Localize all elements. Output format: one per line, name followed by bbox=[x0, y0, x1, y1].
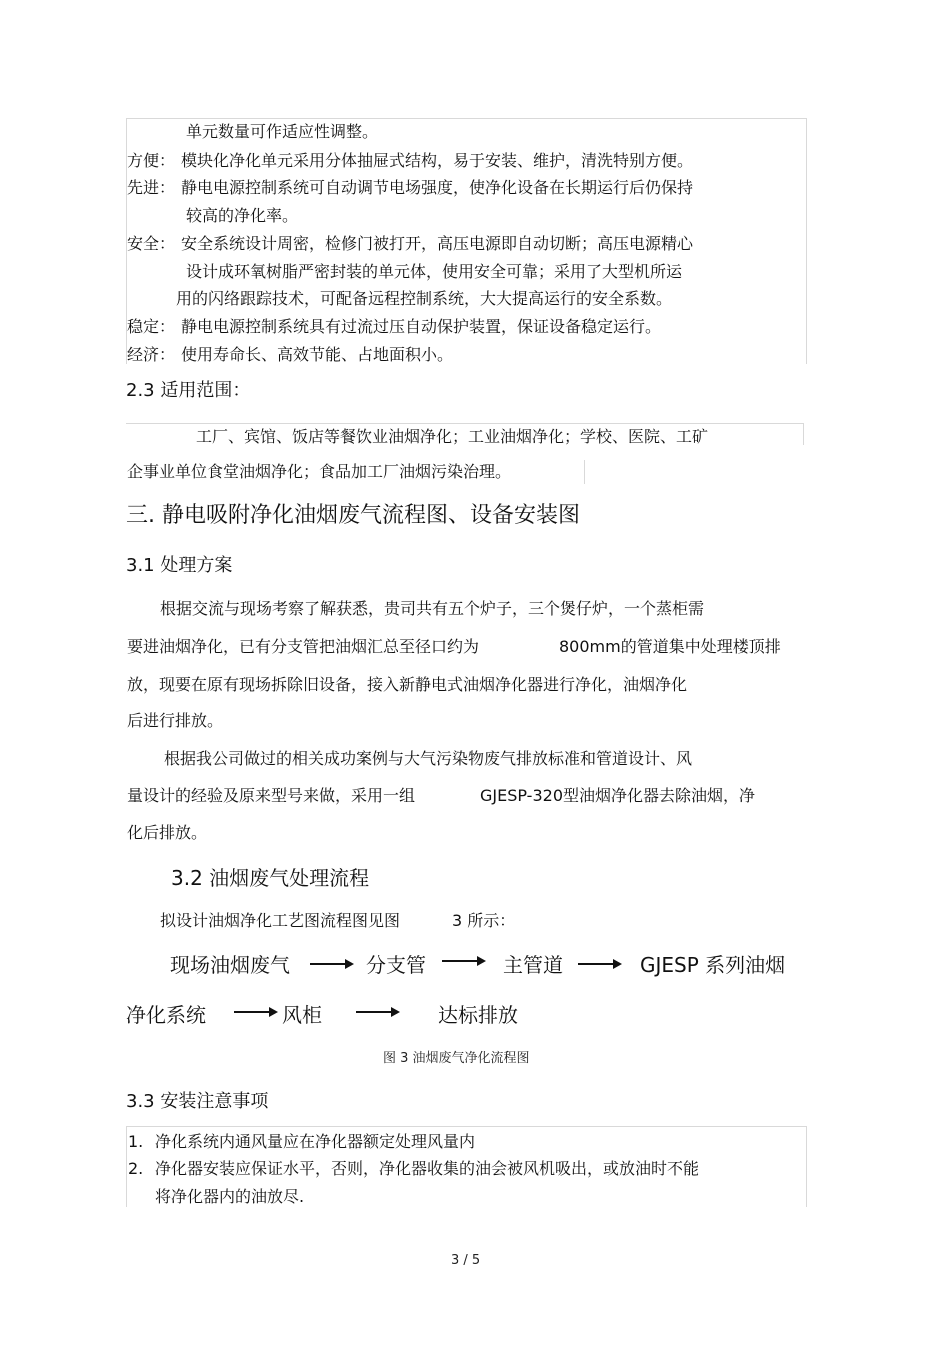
scope-box-top bbox=[126, 423, 804, 424]
feature-text: 设计成环氧树脂严密封装的单元体，使用安全可靠；采用了大型机所运 bbox=[186, 262, 683, 281]
flow-step-source: 现场油烟废气 bbox=[170, 953, 290, 977]
feature-label-advanced: 先进： bbox=[127, 178, 176, 197]
flow-arrow bbox=[578, 963, 620, 965]
feature-text: 静电电源控制系统可自动调节电场强度，使净化设备在长期运行后仍保持 bbox=[181, 178, 694, 197]
scope-box-right bbox=[803, 423, 804, 445]
flow-arrow bbox=[442, 960, 484, 962]
flow-step-fan: 风柜 bbox=[282, 1003, 322, 1027]
section-3-heading: 三. 静电吸附净化油烟废气流程图、设备安装图 bbox=[126, 503, 580, 528]
feature-text: 模块化净化单元采用分体抽屉式结构，易于安装、维护，清洗特别方便。 bbox=[181, 151, 694, 170]
notes-box-top bbox=[126, 1126, 807, 1127]
feature-text: 用的闪络跟踪技术，可配备远程控制系统，大大提高运行的安全系数。 bbox=[176, 289, 673, 308]
paragraph-line: 根据我公司做过的相关成功案例与大气污染物废气排放标准和管道设计、风 bbox=[164, 749, 693, 768]
scope-line: 工厂、宾馆、饭店等餐饮业油烟净化；工业油烟净化；学校、医院、工矿 bbox=[196, 427, 709, 446]
paragraph-line: 根据交流与现场考察了解获悉，贵司共有五个炉子，三个煲仔炉，一个蒸柜需 bbox=[160, 599, 705, 618]
features-continuation: 单元数量可作适应性调整。 bbox=[186, 122, 379, 141]
section-2-3-heading: 2.3 适用范围： bbox=[126, 380, 251, 401]
section-3-3-heading: 3.3 安装注意事项 bbox=[126, 1091, 269, 1112]
paragraph-line: 化后排放。 bbox=[127, 823, 208, 842]
note-number: 2. bbox=[128, 1159, 144, 1178]
feature-label-convenient: 方便： bbox=[127, 151, 176, 170]
paragraph-line: 800mm的管道集中处理楼顶排 bbox=[559, 637, 781, 656]
flow-arrow bbox=[356, 1011, 398, 1013]
note-text: 净化器安装应保证水平，否则，净化器收集的油会被风机吸出，或放油时不能 bbox=[155, 1159, 700, 1178]
flow-intro-ref: 3 所示： bbox=[452, 911, 516, 930]
page-number: 3 / 5 bbox=[451, 1253, 481, 1268]
feature-label-economic: 经济： bbox=[127, 345, 176, 364]
section-3-1-heading: 3.1 处理方案 bbox=[126, 555, 233, 576]
flow-intro: 拟设计油烟净化工艺图流程图见图 bbox=[160, 911, 401, 930]
scope-line: 企事业单位食堂油烟净化；食品加工厂油烟污染治理。 bbox=[127, 462, 512, 481]
paragraph-line: 量设计的经验及原来型号来做，采用一组 bbox=[127, 786, 416, 805]
flow-step-system: 净化系统 bbox=[126, 1003, 206, 1027]
paragraph-line: 要进油烟净化，已有分支管把油烟汇总至径口约为 bbox=[127, 637, 480, 656]
box-top-border bbox=[126, 118, 807, 119]
feature-text: 使用寿命长、高效节能、占地面积小。 bbox=[181, 345, 454, 364]
flow-step-main: 主管道 bbox=[503, 953, 563, 977]
feature-label-stable: 稳定： bbox=[127, 317, 176, 336]
feature-text: 安全系统设计周密，检修门被打开，高压电源即自动切断；高压电源精心 bbox=[181, 234, 694, 253]
notes-box-left bbox=[126, 1126, 127, 1207]
feature-label-safety: 安全： bbox=[127, 234, 176, 253]
paragraph-line: GJESP-320型油烟净化器去除油烟，净 bbox=[480, 786, 755, 805]
notes-box-right bbox=[806, 1126, 807, 1207]
flow-arrow bbox=[234, 1011, 276, 1013]
scope-box-right-2 bbox=[584, 460, 585, 484]
note-number: 1. bbox=[128, 1132, 144, 1151]
note-text: 将净化器内的油放尽. bbox=[155, 1187, 305, 1206]
note-text: 净化系统内通风量应在净化器额定处理风量内 bbox=[155, 1132, 476, 1151]
flow-arrow bbox=[310, 963, 352, 965]
box-right-border bbox=[806, 118, 807, 364]
paragraph-line: 后进行排放。 bbox=[127, 711, 224, 730]
feature-text: 较高的净化率。 bbox=[186, 206, 299, 225]
section-3-2-heading: 3.2 油烟废气处理流程 bbox=[171, 866, 370, 890]
flow-step-branch: 分支管 bbox=[366, 953, 426, 977]
flow-step-discharge: 达标排放 bbox=[438, 1003, 518, 1027]
flow-step-purifier: GJESP 系列油烟 bbox=[640, 953, 786, 977]
figure-caption: 图 3 油烟废气净化流程图 bbox=[383, 1051, 530, 1066]
feature-text: 静电电源控制系统具有过流过压自动保护装置，保证设备稳定运行。 bbox=[181, 317, 662, 336]
paragraph-line: 放，现要在原有现场拆除旧设备，接入新静电式油烟净化器进行净化，油烟净化 bbox=[127, 675, 688, 694]
